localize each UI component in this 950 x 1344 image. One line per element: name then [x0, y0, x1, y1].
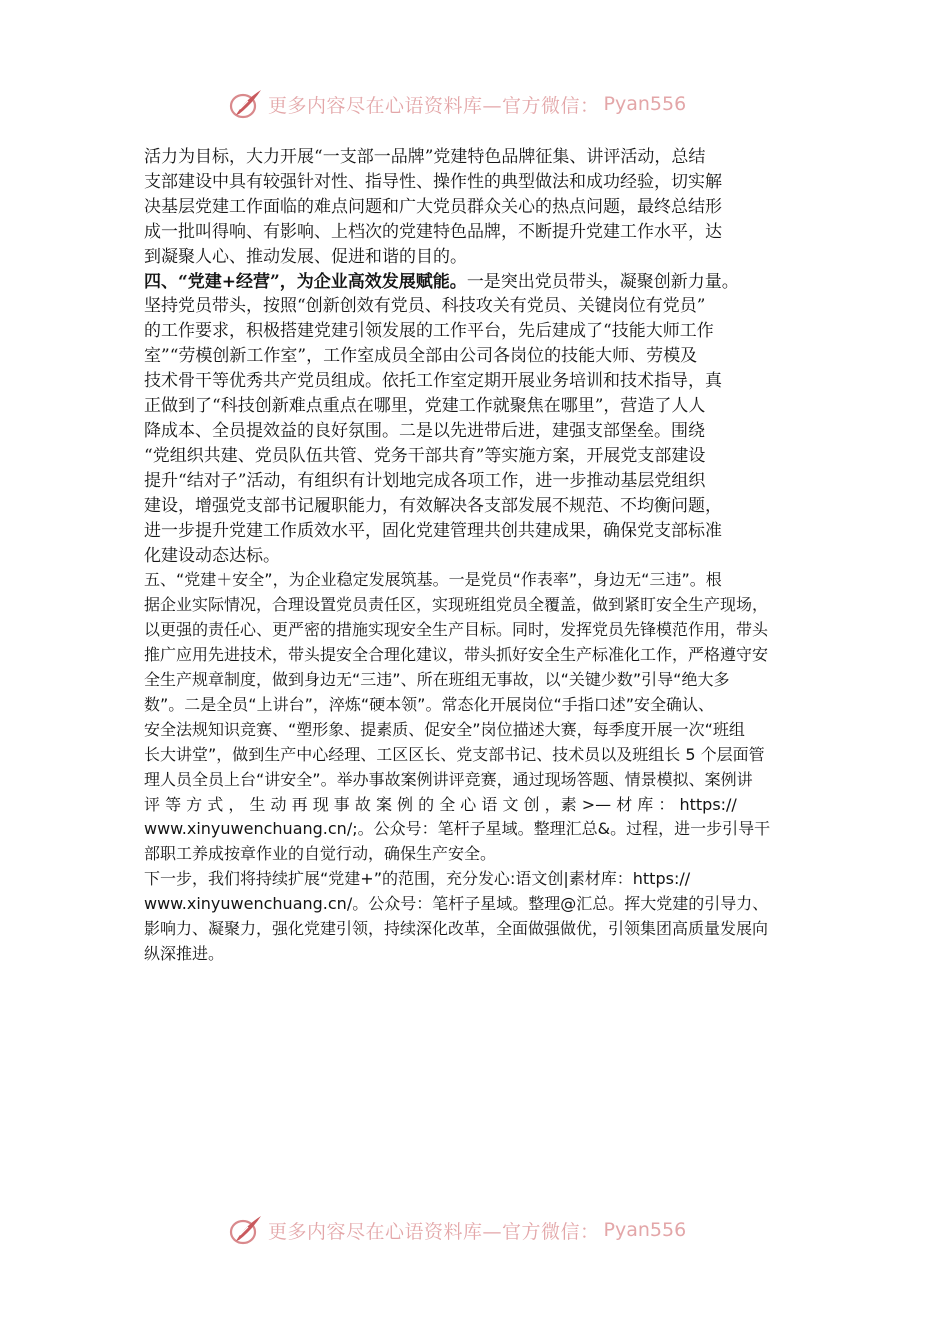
- footer-banner-text: 更多内容尽在心语资料库—官方微信：: [268, 1220, 600, 1243]
- section-four-heading: 四、“党建+经营”，为企业高效发展赋能。: [144, 271, 467, 292]
- footer-banner: [228, 1212, 686, 1248]
- document-body: [144, 145, 808, 967]
- quill-logo-icon: [228, 87, 264, 121]
- quill-logo-icon: [228, 1213, 264, 1247]
- section-five: 五、“党建＋安全”，为企业稳定发展筑基。一是党员“作表率”，身边无“三违”。根 据企业实际情况，合理设置党员责任区，实现班组党员全覆盖，做到紧盯安全生产现场， 以更强的责任心、更严密的措施实现安全生产目标。同时，发挥党员先锋模范作用，带头 推广应用先进技术，带头提安全合理化建议，带头抓好安全生产标准化工作，严格遵守安 全生产规章制度，做到身边无“三违”、所在班组无事故，以“关键少数”引导“绝大多 数”。二是全员“上讲台”，淬炼“硬本领”。常态化开展岗位“手指口述”安全确认、 安全法规知识竞赛、“塑形象、提素质、促安全”岗位描述大赛，每季度开展一次“班组 长大讲堂”，做到生产中心经理、工区区长、党支部书记、技术员以及班组长 5 个层面管 理人员全员上台“讲安全”。举办事故案例讲评竞赛，通过现场答题、情景模拟、案例讲 评 等 方 式 ， 生 动 再 现 事 故 案 例 的 全 心 语 文 创 ，素 >— 材 库 ： https:// www.xinyuwenchuang.cn/;。公众号：笔杆子星域。整理汇总&。过程，进一步引导干 部职工养成按章作业的自觉行动，确保生产安全。: [144, 570, 771, 864]
- header-banner-text: 更多内容尽在心语资料库—官方微信：: [268, 94, 600, 117]
- section-four-body: 一是突出党员带头，凝聚创新力量。 坚持党员带头，按照“创新创效有党员、科技攻关有党员、关键岗位有党员” 的工作要求，积极搭建党建引领发展的工作平台，先后建成了“技能大师工作 室”“劳模创新工作室”，工作室成员全部由公司各岗位的技能大师、劳模及 技术骨干等优秀共产党员组成。依托工作室定期开展业务培训和技术指导，真 正做到了“科技创新难点重点在哪里，党建工作就聚焦在哪里”，营造了人人 降成本、全员提效益的良好氛围。二是以先进带后进，建强支部堡垒。围绕 “党组织共建、党员队伍共管、党务干部共育”等实施方案，开展党支部建设 提升“结对子”活动，有组织有计划地完成各项工作，进一步推动基层党组织 建设，增强党支部书记履职能力，有效解决各支部发展不规范、不均衡问题， 进一步提升党建工作质效水平，固化党建管理共创共建成果，确保党支部标准 化建设动态达标。: [144, 271, 739, 566]
- paragraph-brand-activity: 活力为目标，大力开展“一支部一品牌”党建特色品牌征集、讲评活动，总结 支部建设中具有较强针对性、指导性、操作性的典型做法和成功经验，切实解 决基层党建工作面临的难点问题和广大党员群众关心的热点问题，最终总结形 成一批叫得响、有影响、上档次的党建特色品牌，不断提升党建工作水平，达 到凝聚人心、推动发展、促进和谐的目的。: [144, 147, 722, 267]
- footer-wechat-id: Pyan556: [603, 1219, 687, 1241]
- header-banner: [228, 86, 686, 122]
- header-wechat-id: Pyan556: [603, 93, 687, 115]
- next-steps-paragraph: 下一步，我们将持续扩展“党建+”的范围，充分发心:语文创|素材库：https:// www.xinyuwenchuang.cn/。公众号：笔杆子星域。整理@汇总。挥大党建的引导力、 影响力、凝聚力，强化党建引领，持续深化改革，全面做强做优，引领集团高质量发展向 纵深推进。: [144, 869, 769, 963]
- section-four: [144, 270, 808, 569]
